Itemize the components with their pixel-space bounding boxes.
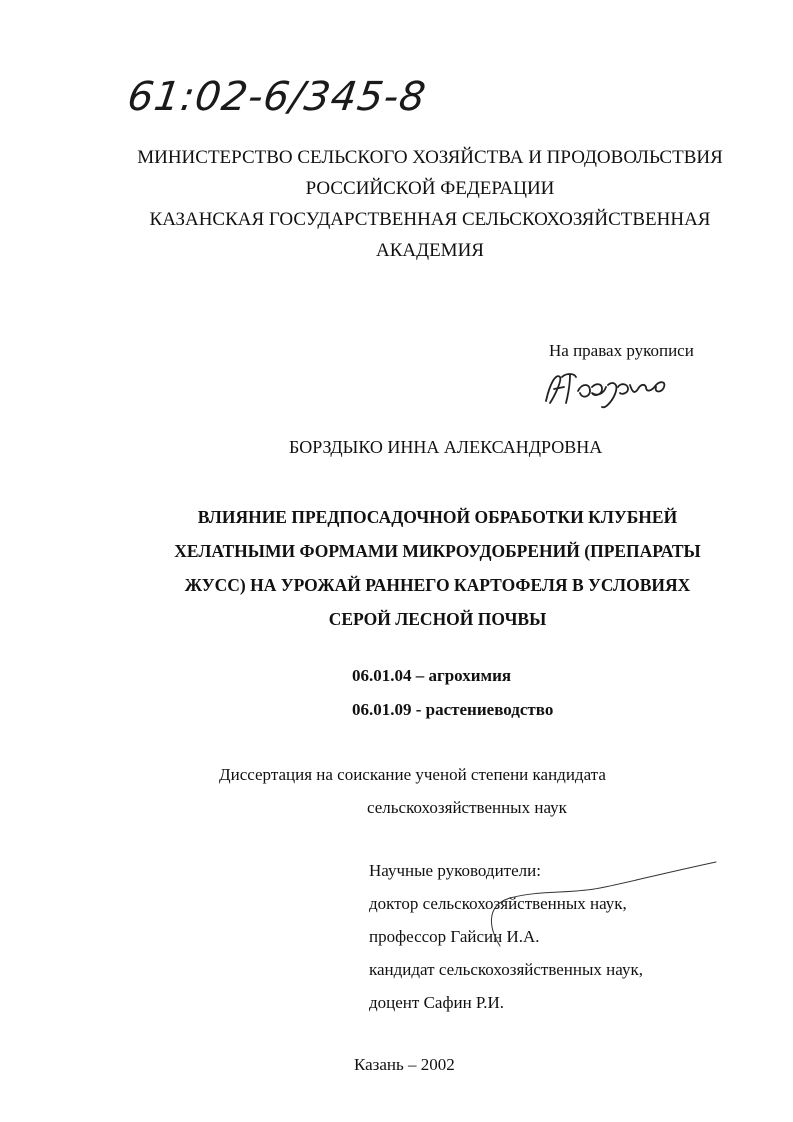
supervisor-1-name: профессор Гайсин И.А. (369, 927, 540, 946)
title-line-3: ЖУСС) НА УРОЖАЙ РАННЕГО КАРТОФЕЛЯ В УСЛОВИЯХ (184, 575, 691, 595)
manuscript-rights-note: На правах рукописи (549, 341, 694, 360)
city-year: Казань – 2002 (354, 1055, 455, 1074)
ministry-line-2: РОССИЙСКОЙ ФЕДЕРАЦИИ (305, 178, 555, 199)
dissertation-degree-line-1: Диссертация на соискание ученой степени кандидата (219, 765, 606, 784)
title-line-2: ХЕЛАТНЫМИ ФОРМАМИ МИКРОУДОБРЕНИЙ (ПРЕПАРАТЫ (174, 541, 701, 561)
academy-line-1: КАЗАНСКАЯ ГОСУДАРСТВЕННАЯ СЕЛЬСКОХОЗЯЙСТВЕННАЯ (149, 209, 711, 230)
supervisor-2-name: доцент Сафин Р.И. (369, 993, 505, 1012)
supervisors-heading: Научные руководители: (369, 861, 541, 880)
pen-scrawl (430, 860, 730, 950)
specialty-agrochemistry: 06.01.04 – агрохимия (352, 666, 512, 685)
archive-number: 61:02-6/345-8 (124, 74, 430, 120)
supervisor-1-degree: доктор сельскохозяйственных наук, (369, 894, 627, 913)
institution-header (0, 142, 793, 266)
author-signature (540, 363, 690, 413)
title-line-1: ВЛИЯНИЕ ПРЕДПОСАДОЧНОЙ ОБРАБОТКИ КЛУБНЕЙ (197, 507, 678, 527)
thesis-title (150, 500, 725, 636)
supervisor-2-degree: кандидат сельскохозяйственных наук, (369, 960, 643, 979)
specialty-plant-growing: 06.01.09 - растениеводство (352, 700, 554, 719)
academy-line-2: АКАДЕМИЯ (376, 240, 484, 261)
ministry-line-1: МИНИСТЕРСТВО СЕЛЬСКОГО ХОЗЯЙСТВА И ПРОДОВОЛЬСТВИЯ (137, 147, 723, 168)
title-line-4: СЕРОЙ ЛЕСНОЙ ПОЧВЫ (328, 609, 547, 629)
dissertation-degree-line-2: сельскохозяйственных наук (367, 798, 567, 817)
author-name: БОРЗДЫКО ИННА АЛЕКСАНДРОВНА (289, 437, 603, 457)
